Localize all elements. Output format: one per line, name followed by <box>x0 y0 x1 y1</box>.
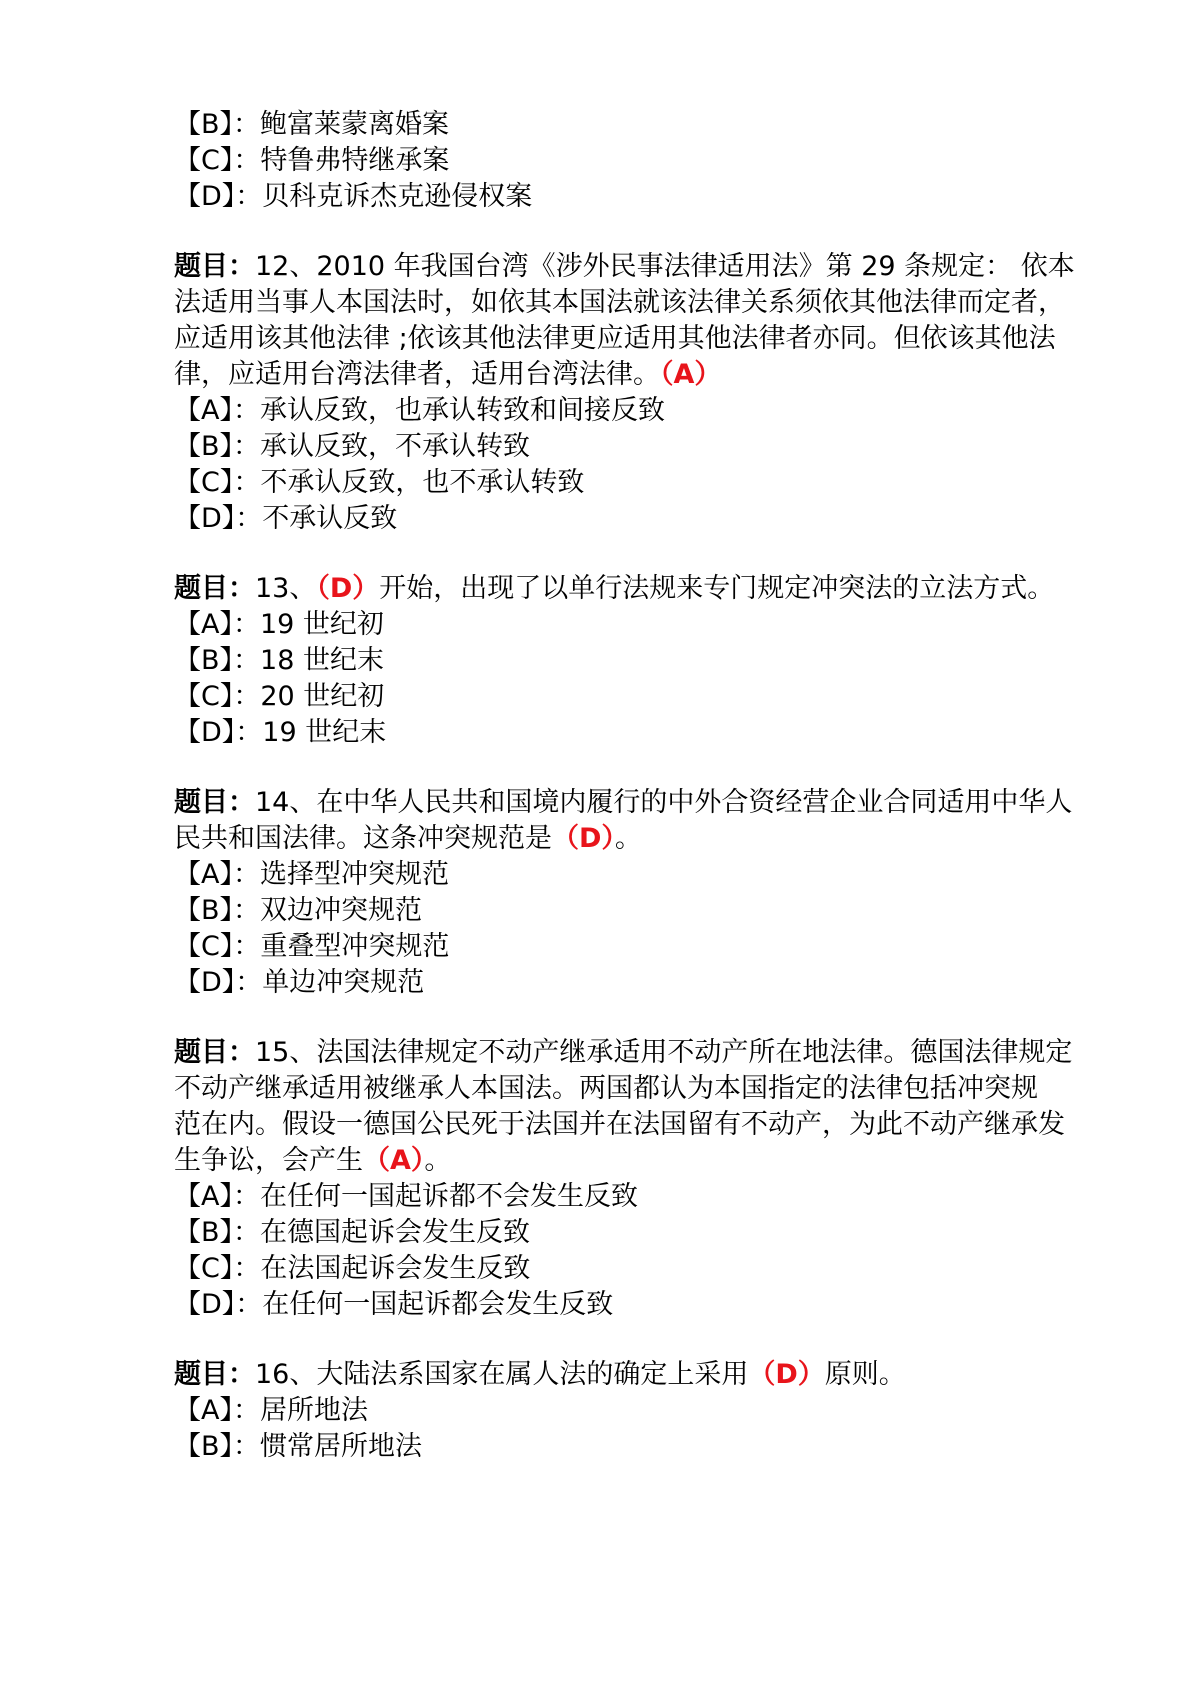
option-c: 【C】：重叠型冲突规范 <box>174 931 450 962</box>
question-label: 题目： <box>174 1037 255 1068</box>
question-text: 原则。 <box>824 1359 906 1390</box>
question-text: 开始，出现了以单行法规来专门规定冲突法的立法方式。 <box>379 573 1055 604</box>
question-text: 。 <box>424 1145 452 1176</box>
question-text: 生争讼，会产生 <box>174 1145 363 1176</box>
question-label: 题目： <box>174 787 255 818</box>
question-text: 民共和国法律。这条冲突规范是 <box>174 823 552 854</box>
option-a: 【A】：居所地法 <box>174 1395 368 1426</box>
question-text: 12、2010 年我国台湾《涉外民事法律适用法》第 29 条规定： 依本 <box>255 251 1075 282</box>
option-d: 【D】：在任何一国起诉都会发生反致 <box>174 1289 614 1320</box>
question-text: 15、法国法律规定不动产继承适用不动产所在地法律。德国法律规定 <box>255 1037 1073 1068</box>
answer-mark: （A） <box>363 1145 425 1176</box>
answer-mark: （D） <box>552 823 615 854</box>
question-15-line: 不动产继承适用被继承人本国法。两国都认为本国指定的法律包括冲突规 <box>174 1073 1038 1104</box>
question-15-line: 范在内。假设一德国公民死于法国并在法国留有不动产，为此不动产继承发 <box>174 1109 1065 1140</box>
answer-mark: （D） <box>316 573 380 604</box>
question-14-line <box>174 784 1094 822</box>
question-13-line <box>174 570 1094 608</box>
question-15-line <box>174 1142 1094 1180</box>
option-a: 【A】：在任何一国起诉都不会发生反致 <box>174 1181 638 1212</box>
question-12-line: 法适用当事人本国法时，如依其本国法就该法律关系须依其他法律而定者， <box>174 287 1065 318</box>
option-c: 【C】：不承认反致，也不承认转致 <box>174 467 585 498</box>
question-15-line <box>174 1034 1094 1072</box>
option-c: 【C】：在法国起诉会发生反致 <box>174 1253 531 1284</box>
option-b: 【B】：惯常居所地法 <box>174 1431 423 1462</box>
answer-mark: （D） <box>748 1359 825 1390</box>
option-d: 【D】：单边冲突规范 <box>174 967 425 998</box>
option-d: 【D】：贝科克诉杰克逊侵权案 <box>174 181 533 212</box>
option-a: 【A】：选择型冲突规范 <box>174 859 449 890</box>
option-b: 【B】：在德国起诉会发生反致 <box>174 1217 531 1248</box>
question-16-line <box>174 1356 1094 1394</box>
question-text: 13、 <box>255 573 317 604</box>
question-text: 16、大陆法系国家在属人法的确定上采用 <box>255 1359 749 1390</box>
answer-mark: （A） <box>660 359 722 390</box>
question-label: 题目： <box>174 573 255 604</box>
question-14-line <box>174 820 1094 858</box>
option-c: 【C】：特鲁弗特继承案 <box>174 145 450 176</box>
option-d: 【D】：19 世纪末 <box>174 717 387 748</box>
option-b: 【B】：鲍富莱蒙离婚案 <box>174 109 450 140</box>
question-text: 14、在中华人民共和国境内履行的中外合资经营企业合同适用中华人 <box>255 787 1073 818</box>
question-text: 律，应适用台湾法律者，适用台湾法律。 <box>174 359 660 390</box>
question-label: 题目： <box>174 1359 255 1390</box>
question-text: 。 <box>614 823 642 854</box>
option-c: 【C】：20 世纪初 <box>174 681 385 712</box>
option-b: 【B】：承认反致，不承认转致 <box>174 431 531 462</box>
option-b: 【B】：双边冲突规范 <box>174 895 423 926</box>
option-a: 【A】：承认反致，也承认转致和间接反致 <box>174 395 665 426</box>
question-label: 题目： <box>174 251 255 282</box>
question-12-line <box>174 356 1094 394</box>
option-b: 【B】：18 世纪末 <box>174 645 384 676</box>
question-12-line <box>174 248 1094 286</box>
question-12-line: 应适用该其他法律 ;依该其他法律更应适用其他法律者亦同。但依该其他法 <box>174 323 1056 354</box>
option-a: 【A】：19 世纪初 <box>174 609 384 640</box>
option-d: 【D】：不承认反致 <box>174 503 398 534</box>
